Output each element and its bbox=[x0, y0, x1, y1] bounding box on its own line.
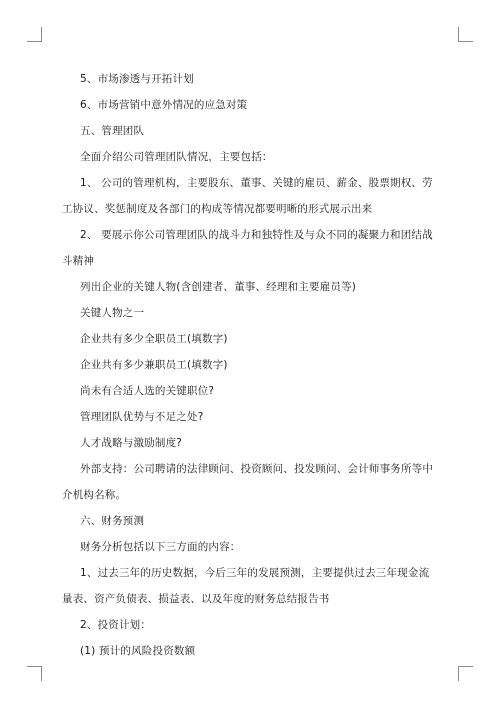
crop-mark-top-right bbox=[458, 27, 473, 42]
section-heading-financial-forecast: 六、财务预测 bbox=[80, 515, 145, 527]
paragraph-key-person-one: 关键人物之一 bbox=[80, 307, 145, 319]
paragraph-team-pros-cons: 管理团队优势与不足之处? bbox=[80, 411, 204, 423]
paragraph-key-people: 列出企业的关键人物(含创建者、董事、经理和主要雇员等) bbox=[80, 281, 357, 293]
crop-mark-top-left bbox=[27, 27, 42, 42]
paragraph-vacant-positions: 尚未有合适人选的关键职位? bbox=[80, 385, 215, 397]
paragraph-financial-analysis: 财务分析包括以下三方面的内容： bbox=[80, 541, 241, 553]
paragraph-team-intro: 全面介绍公司管理团队情况，主要包括： bbox=[80, 151, 273, 163]
paragraph-full-time-staff: 企业共有多少全职员工(填数字) bbox=[80, 333, 228, 345]
list-item-market-penetration: 5、市场渗透与开拓计划 bbox=[80, 73, 194, 85]
paragraph-external-support: 外部支持：公司聘请的法律顾问、投资顾问、投发顾问、会计师事务所等中介机构名称。 bbox=[62, 463, 434, 501]
paragraph-talent-strategy: 人才战略与激励制度? bbox=[80, 437, 183, 449]
document-body bbox=[62, 66, 438, 664]
list-item-contingency-plan: 6、市场营销中意外情况的应急对策 bbox=[80, 99, 248, 111]
paragraph-team-strength: 2、 要展示你公司管理团队的战斗力和独特性及与众不同的凝聚力和团结战斗精神 bbox=[62, 229, 433, 267]
paragraph-part-time-staff: 企业共有多少兼职员工(填数字) bbox=[80, 359, 228, 371]
crop-mark-bottom-right bbox=[458, 666, 473, 681]
crop-mark-bottom-left bbox=[27, 666, 42, 681]
paragraph-management-structure: 1、 公司的管理机构，主要股东、董事、关键的雇员、薪金、股票期权、劳工协议、奖惩制度及各部门的构成等情况都要明晰的形式展示出来 bbox=[62, 177, 433, 215]
paragraph-historical-data: 1、过去三年的历史数据，今后三年的发展预测，主要提供过去三年现金流量表、资产负债表、损益表、以及年度的财务总结报告书 bbox=[62, 567, 430, 605]
section-heading-management-team: 五、管理团队 bbox=[80, 125, 145, 137]
paragraph-investment-plan: 2、投资计划： bbox=[80, 619, 152, 631]
paragraph-venture-amount: (1) 预计的风险投资数额 bbox=[80, 645, 196, 657]
